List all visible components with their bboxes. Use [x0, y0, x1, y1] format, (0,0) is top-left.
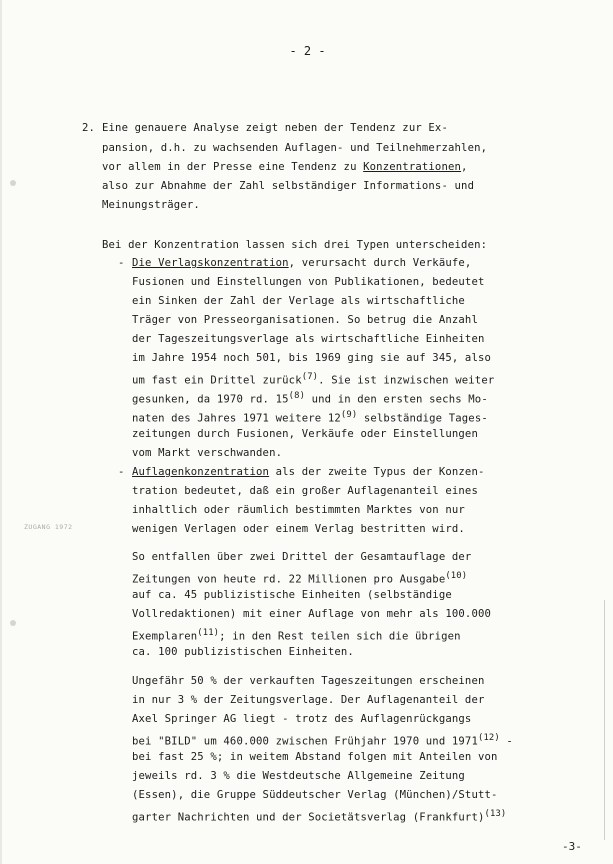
text-line: tration bedeutet, daß ein großer Auflagenanteil eines — [132, 485, 478, 497]
footnote-ref: (13) — [484, 809, 507, 819]
text-line: garter Nachrichten und der Societätsverlag (Frankfurt)$^{(13)}$ — [132, 809, 507, 824]
text-line: Auflagenkonzentration als der zweite Typus der Konzen- — [132, 466, 485, 478]
text-line: Axel Springer AG liegt - trotz des Auflagenrückgangs — [132, 713, 472, 725]
text-line: der Tageszeitungsverlage als wirtschaftliche Einheiten — [132, 333, 485, 345]
text-line: So entfallen über zwei Drittel der Gesamtauflage der — [132, 551, 472, 563]
footnote-ref: (9) — [340, 410, 358, 420]
footnote-ref: (12) — [477, 733, 500, 743]
text-line: (Essen), die Gruppe Süddeutscher Verlag (München)/Stutt- — [132, 789, 498, 801]
paragraph-number: 2. — [82, 122, 96, 134]
text-line: also zur Abnahme der Zahl selbständiger Informations- und — [102, 180, 475, 192]
text-line: ein Sinken der Zahl der Verlage als wirtschaftliche — [132, 295, 465, 307]
text-line: um fast ein Drittel zurück$^{(7)}$. Sie ist inzwischen weiter — [132, 372, 495, 387]
faded-stamp: ZUGANG 1972 — [24, 523, 73, 531]
text-line: naten des Jahres 1971 weitere 12$^{(9)}$ selbständige Tages- — [132, 410, 488, 425]
underlined-term: Auflagenkonzentration — [132, 466, 270, 478]
text-line: auf ca. 45 publizistische Einheiten (selbständige — [132, 589, 452, 601]
underlined-term: Konzentrationen — [363, 161, 462, 173]
text-line: in nur 3 % der Zeitungsverlage. Der Auflagenanteil der — [132, 694, 485, 706]
bullet-dash: - — [118, 466, 125, 478]
text-line: bei fast 25 %; in weitem Abstand folgen mit Anteilen von — [132, 751, 498, 763]
text-line: Vollredaktionen) mit einer Auflage von mehr als 100.000 — [132, 608, 492, 620]
footnote-ref: (10) — [445, 571, 468, 581]
punch-hole — [10, 180, 16, 186]
bullet-dash: - — [118, 257, 125, 269]
text-line: pansion, d.h. zu wachsenden Auflagen- und Teilnehmerzahlen, — [102, 142, 488, 154]
underlined-term: Die Verlagskonzentration — [132, 257, 289, 269]
footnote-ref: (11) — [197, 628, 220, 638]
footnote-ref: (8) — [288, 391, 306, 401]
text-line: ca. 100 publizistischen Einheiten. — [132, 646, 354, 658]
text-line: jeweils rd. 3 % die Westdeutsche Allgemeine Zeitung — [132, 770, 465, 782]
footnote-ref: (7) — [301, 372, 319, 382]
text-line: Meinungsträger. — [102, 199, 200, 211]
text-line: Träger von Presseorganisationen. So betrug die Anzahl — [132, 314, 478, 326]
page-edge-mark — [604, 600, 605, 840]
text-line: gesunken, da 1970 rd. 15$^{(8)}$ und in den ersten sechs Mo- — [132, 391, 488, 406]
text-line: Exemplaren$^{(11)}$; in den Rest teilen sich die übrigen — [132, 628, 461, 643]
punch-hole — [10, 620, 16, 626]
text-line: Fusionen und Einstellungen von Publikationen, bedeutet — [132, 276, 485, 288]
text-line: vor allem in der Presse eine Tendenz zu Konzentrationen, — [102, 161, 468, 173]
text-line: inhaltlich oder räumlich bestimmten Marktes von nur — [132, 504, 465, 516]
text-line: im Jahre 1954 noch 501, bis 1969 ging sie auf 345, also — [132, 352, 492, 364]
text-line: zeitungen durch Fusionen, Verkäufe oder Einstellungen — [132, 428, 478, 440]
text-line: vom Markt verschwanden. — [132, 447, 283, 459]
intro-line: Bei der Konzentration lassen sich drei Typen unterscheiden: — [102, 239, 488, 251]
text-line: Zeitungen von heute rd. 22 Millionen pro Ausgabe$^{(10)}$ — [132, 571, 468, 586]
text-line: Die Verlagskonzentration, verursacht durch Verkäufe, — [132, 257, 472, 269]
text-line: Eine genauere Analyse zeigt neben der Tendenz zur Ex- — [102, 122, 448, 134]
text-line: wenigen Verlagen oder einem Verlag bestritten wird. — [132, 523, 465, 535]
page-number: - 2 - — [289, 44, 326, 58]
text-line: Ungefähr 50 % der verkauften Tageszeitungen erscheinen — [132, 675, 485, 687]
next-page-marker: -3- — [562, 840, 582, 853]
text-line: bei "BILD" um 460.000 zwischen Frühjahr 1970 und 1971$^{(12)}$ - — [132, 733, 513, 748]
